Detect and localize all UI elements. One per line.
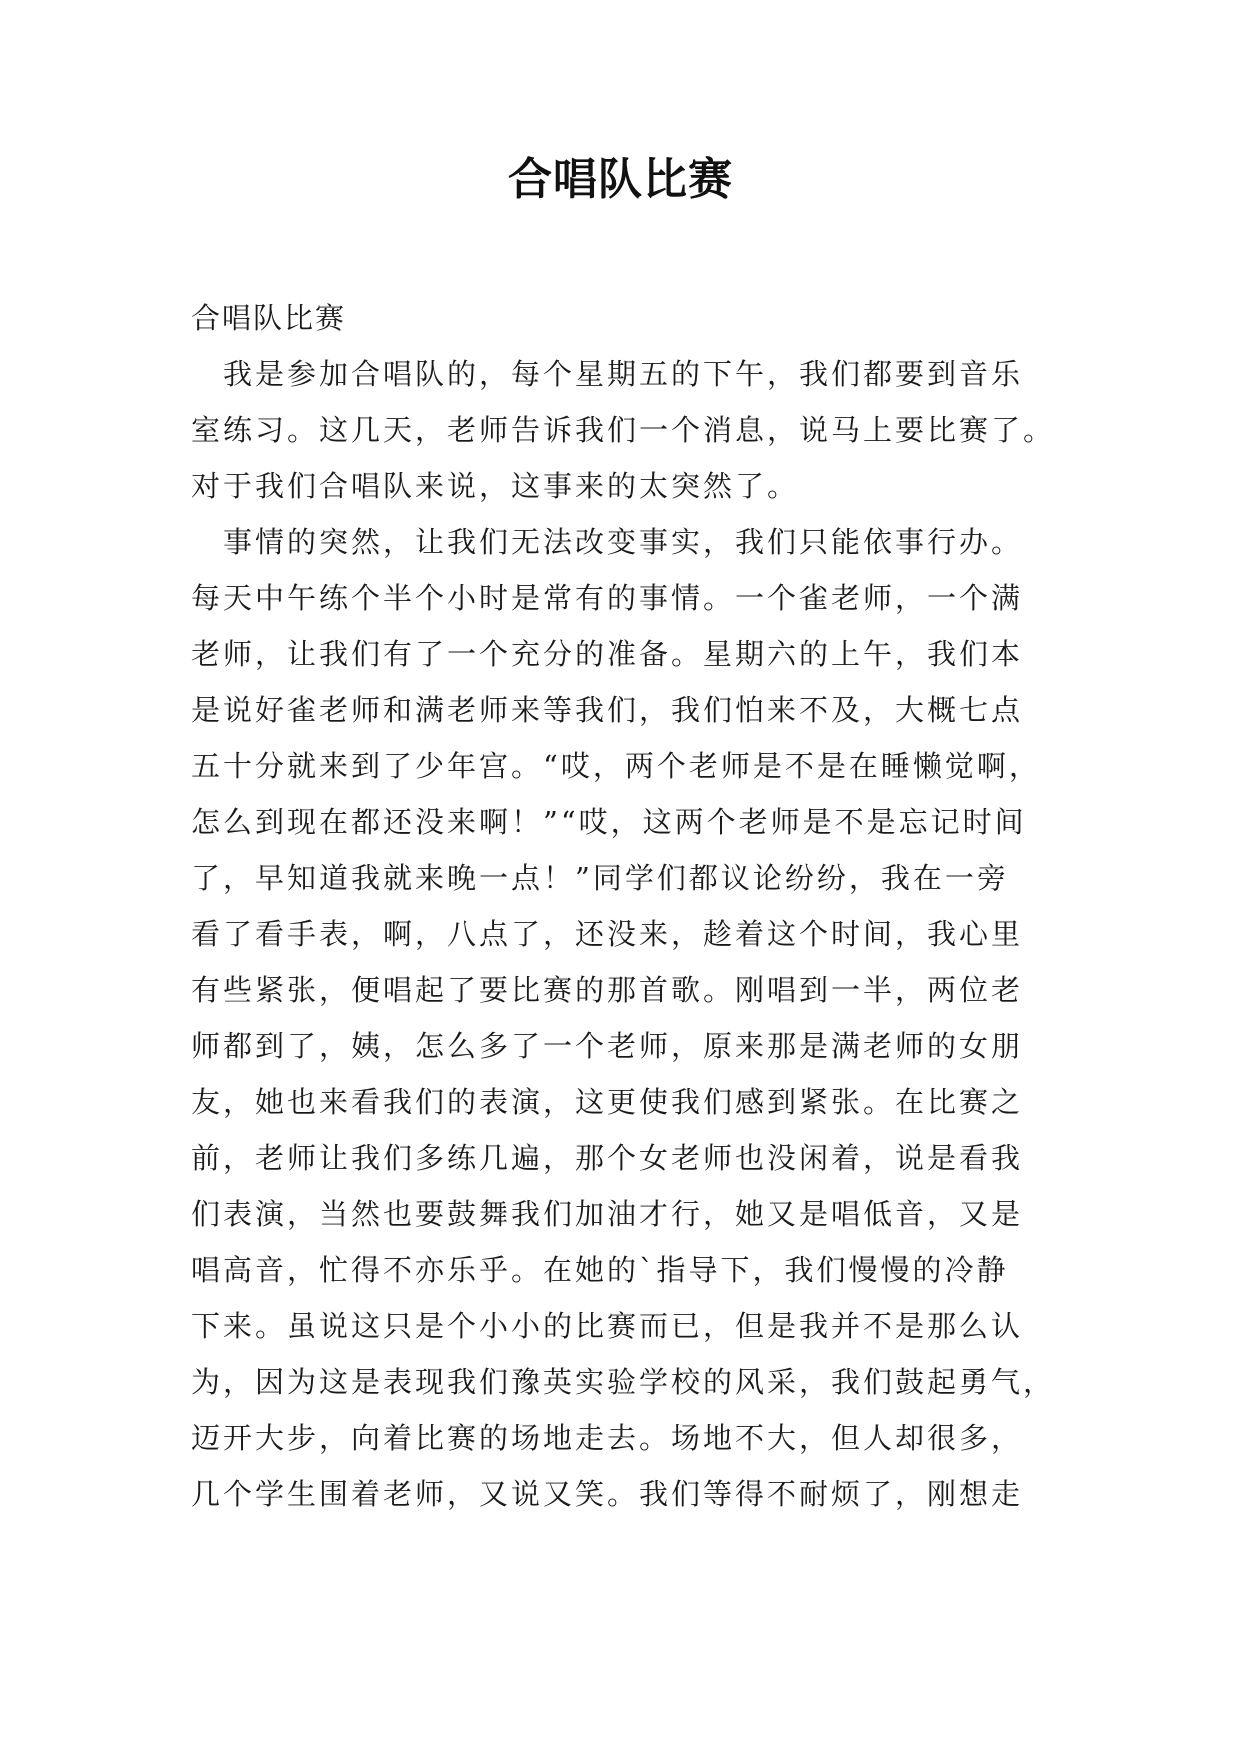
document-body [191, 290, 1056, 1522]
body-line: 老师，让我们有了一个充分的准备。星期六的上午，我们本 [191, 637, 1024, 671]
body-line: 事情的突然，让我们无法改变事实，我们只能依事行办。 [191, 525, 1024, 559]
body-line: 们表演，当然也要鼓舞我们加油才行，她又是唱低音，又是 [191, 1197, 1024, 1231]
body-line: 五十分就来到了少年宫。“哎，两个老师是不是在睡懒觉啊， [191, 749, 1041, 783]
body-line: 师都到了，姨，怎么多了一个老师，原来那是满老师的女朋 [191, 1029, 1024, 1063]
body-line: 我是参加合唱队的，每个星期五的下午，我们都要到音乐 [191, 357, 1024, 391]
body-line: 迈开大步，向着比赛的场地走去。场地不大，但人却很多， [191, 1421, 1024, 1455]
body-line: 下来。虽说这只是个小小的比赛而已，但是我并不是那么认 [191, 1309, 1024, 1343]
body-line: 友，她也来看我们的表演，这更使我们感到紧张。在比赛之 [191, 1085, 1024, 1119]
body-line: 对于我们合唱队来说，这事来的太突然了。 [191, 469, 800, 503]
body-line: 看了看手表，啊，八点了，还没来，趁着这个时间，我心里 [191, 917, 1024, 951]
body-line: 唱高音，忙得不亦乐乎。在她的`指导下，我们慢慢的冷静 [191, 1253, 1009, 1287]
body-line: 有些紧张，便唱起了要比赛的那首歌。刚唱到一半，两位老 [191, 973, 1024, 1007]
body-line: 几个学生围着老师，又说又笑。我们等得不耐烦了，刚想走 [191, 1477, 1024, 1511]
document-title: 合唱队比赛 [508, 154, 733, 205]
body-line: 前，老师让我们多练几遍，那个女老师也没闲着，说是看我 [191, 1141, 1024, 1175]
body-line: 了，早知道我就来晚一点！”同学们都议论纷纷，我在一旁 [191, 861, 1009, 895]
body-line: 怎么到现在都还没来啊！”“哎，这两个老师是不是忘记时间 [191, 805, 1027, 839]
body-line: 为，因为这是表现我们豫英实验学校的风采，我们鼓起勇气， [191, 1365, 1056, 1399]
body-line: 是说好雀老师和满老师来等我们，我们怕来不及，大概七点 [191, 693, 1024, 727]
body-line: 每天中午练个半个小时是常有的事情。一个雀老师，一个满 [191, 581, 1024, 615]
body-line: 室练习。这几天，老师告诉我们一个消息，说马上要比赛了。 [191, 413, 1056, 447]
document-subtitle: 合唱队比赛 [191, 301, 347, 335]
